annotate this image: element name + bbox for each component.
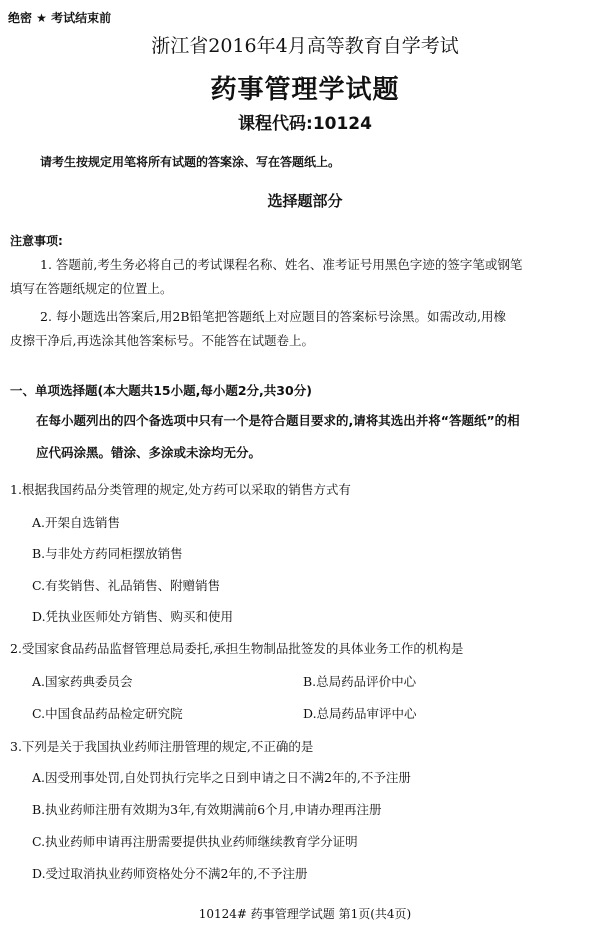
section-title: 选择题部分 [267,192,343,210]
exam-title: 药事管理学试题 [210,75,400,105]
question-2-option-a: A.国家药典委员会 [32,674,133,689]
section-1-instruction-line-2: 应代码涂黑。错涂、多涂或未涂均无分。 [36,445,262,460]
section-1-instruction-line-1: 在每小题列出的四个备选项中只有一个是符合题目要求的,请将其选出并将“答题纸”的相 [36,413,520,428]
section-1-heading: 一、单项选择题(本大题共15小题,每小题2分,共30分) [10,383,312,398]
exam-header: 浙江省2016年4月高等教育自学考试 [151,35,459,57]
question-1-option-b: B.与非处方药同柜摆放销售 [32,546,183,561]
question-2-stem: 2.受国家食品药品监督管理总局委托,承担生物制品批签发的具体业务工作的机构是 [10,641,464,656]
question-3-option-d: D.受过取消执业药师资格处分不满2年的,不予注册 [32,866,308,881]
note-1-line-1: 1. 答题前,考生务必将自己的考试课程名称、姓名、准考证号用黑色字迹的签字笔或钢笔 [40,257,523,272]
note-2-line-1: 2. 每小题选出答案后,用2B铅笔把答题纸上对应题目的答案标号涂黑。如需改动,用橡 [40,309,506,324]
question-2-option-c: C.中国食品药品检定研究院 [32,706,183,721]
question-1-option-c: C.有奖销售、礼品销售、附赠销售 [32,578,221,593]
question-3-option-a: A.因受刑事处罚,自处罚执行完毕之日到申请之日不满2年的,不予注册 [32,770,411,785]
page-footer: 10124# 药事管理学试题 第1页(共4页) [198,907,412,921]
question-3-option-c: C.执业药师申请再注册需要提供执业药师继续教育学分证明 [32,834,358,849]
question-1-stem: 1.根据我国药品分类管理的规定,处方药可以采取的销售方式有 [10,482,351,497]
question-3-option-b: B.执业药师注册有效期为3年,有效期满前6个月,申请办理再注册 [32,802,382,817]
answer-instruction: 请考生按规定用笔将所有试题的答案涂、写在答题纸上。 [40,155,341,169]
note-2-line-2: 皮擦干净后,再选涂其他答案标号。不能答在试题卷上。 [10,333,314,348]
notes-heading: 注意事项: [10,234,63,248]
question-2-option-b: B.总局药品评价中心 [303,674,417,689]
note-1-line-2: 填写在答题纸规定的位置上。 [10,281,173,296]
course-code: 课程代码:10124 [238,114,372,134]
question-1-option-d: D.凭执业医师处方销售、购买和使用 [32,609,234,624]
confidential-label: 绝密 ★ 考试结束前 [8,11,112,25]
question-2-option-d: D.总局药品审评中心 [303,706,417,721]
question-3-stem: 3.下列是关于我国执业药师注册管理的规定,不正确的是 [10,739,314,754]
question-1-option-a: A.开架自选销售 [32,515,121,530]
